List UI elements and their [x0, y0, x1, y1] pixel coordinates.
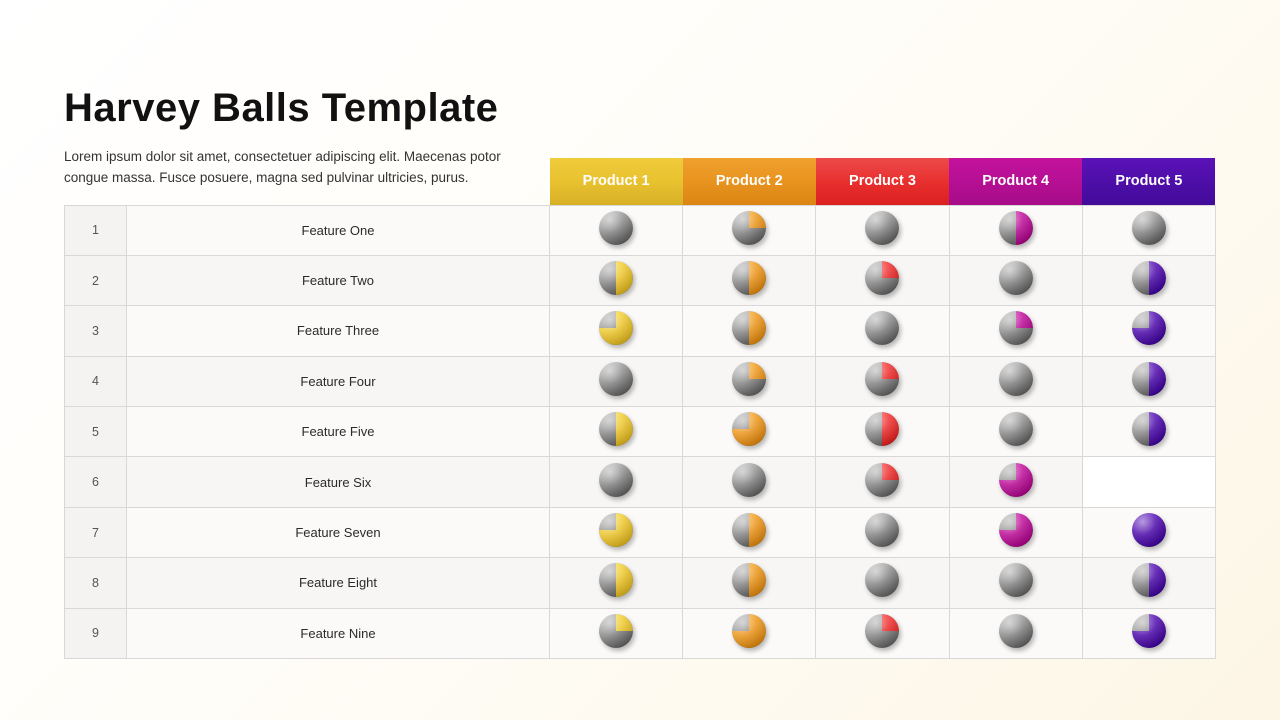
row-number: 7 — [65, 507, 127, 557]
harvey-ball-gloss — [999, 311, 1033, 345]
harvey-ball-cell[interactable] — [550, 558, 683, 608]
harvey-ball-cell[interactable] — [816, 608, 949, 658]
harvey-ball-cell[interactable] — [816, 356, 949, 406]
harvey-ball-gloss — [1132, 412, 1166, 446]
table-row — [65, 407, 1216, 457]
harvey-ball — [865, 513, 899, 547]
harvey-ball-cell[interactable] — [550, 507, 683, 557]
harvey-ball — [732, 311, 766, 345]
harvey-ball-gloss — [1132, 513, 1166, 547]
harvey-ball-gloss — [732, 362, 766, 396]
table-header — [65, 158, 1216, 205]
harvey-ball — [865, 311, 899, 345]
harvey-ball-gloss — [1132, 261, 1166, 295]
harvey-ball — [732, 513, 766, 547]
harvey-ball-cell[interactable] — [1082, 306, 1215, 356]
harvey-ball — [865, 463, 899, 497]
table-row — [65, 255, 1216, 305]
harvey-ball-gloss — [865, 463, 899, 497]
harvey-ball-gloss — [599, 463, 633, 497]
harvey-ball-gloss — [1132, 311, 1166, 345]
harvey-ball-cell[interactable] — [1082, 255, 1215, 305]
harvey-ball-gloss — [1132, 362, 1166, 396]
row-number: 2 — [65, 255, 127, 305]
feature-label: Feature Six — [127, 457, 550, 507]
harvey-ball-gloss — [732, 261, 766, 295]
harvey-ball-cell[interactable] — [683, 205, 816, 255]
harvey-ball-cell[interactable] — [550, 255, 683, 305]
harvey-ball — [732, 614, 766, 648]
feature-label: Feature Eight — [127, 558, 550, 608]
harvey-ball — [599, 463, 633, 497]
harvey-ball — [599, 412, 633, 446]
harvey-ball-gloss — [865, 513, 899, 547]
harvey-ball — [999, 211, 1033, 245]
harvey-ball — [1132, 412, 1166, 446]
harvey-ball-gloss — [599, 261, 633, 295]
page-title: Harvey Balls Template — [64, 86, 499, 130]
column-header-product-1[interactable]: Product 1 — [550, 158, 683, 205]
column-header-product-2[interactable]: Product 2 — [683, 158, 816, 205]
harvey-ball-gloss — [1132, 614, 1166, 648]
harvey-ball — [865, 261, 899, 295]
harvey-ball-cell[interactable] — [683, 356, 816, 406]
harvey-ball — [999, 412, 1033, 446]
harvey-ball-cell[interactable] — [816, 558, 949, 608]
harvey-ball-cell[interactable] — [550, 407, 683, 457]
harvey-ball-cell[interactable] — [683, 407, 816, 457]
feature-label: Feature Nine — [127, 608, 550, 658]
table-row — [65, 356, 1216, 406]
harvey-ball-cell[interactable] — [816, 407, 949, 457]
harvey-ball — [599, 513, 633, 547]
harvey-ball-cell[interactable] — [683, 507, 816, 557]
table-row — [65, 306, 1216, 356]
harvey-ball-cell[interactable] — [949, 255, 1082, 305]
harvey-ball — [599, 311, 633, 345]
row-number: 9 — [65, 608, 127, 658]
harvey-ball-gloss — [865, 614, 899, 648]
harvey-ball-cell[interactable] — [949, 356, 1082, 406]
table-row — [65, 205, 1216, 255]
feature-label: Feature Two — [127, 255, 550, 305]
feature-label: Feature Three — [127, 306, 550, 356]
harvey-ball-gloss — [865, 261, 899, 295]
harvey-ball-gloss — [599, 513, 633, 547]
harvey-ball — [1132, 513, 1166, 547]
harvey-ball-gloss — [865, 211, 899, 245]
feature-label: Feature Four — [127, 356, 550, 406]
harvey-ball — [865, 211, 899, 245]
harvey-ball — [865, 412, 899, 446]
harvey-ball-cell[interactable] — [949, 407, 1082, 457]
harvey-ball — [1132, 362, 1166, 396]
row-number: 5 — [65, 407, 127, 457]
header-spacer-num — [65, 158, 127, 205]
harvey-ball-gloss — [999, 463, 1033, 497]
harvey-ball-gloss — [732, 563, 766, 597]
row-number: 4 — [65, 356, 127, 406]
harvey-ball — [732, 211, 766, 245]
harvey-ball-cell[interactable] — [949, 457, 1082, 507]
table-body — [65, 205, 1216, 659]
harvey-ball — [1132, 261, 1166, 295]
harvey-ball — [1132, 211, 1166, 245]
harvey-ball — [1132, 563, 1166, 597]
harvey-ball-cell[interactable] — [550, 356, 683, 406]
harvey-ball-gloss — [732, 614, 766, 648]
harvey-ball — [999, 614, 1033, 648]
harvey-ball — [599, 362, 633, 396]
harvey-ball-gloss — [599, 211, 633, 245]
page-subtitle: Lorem ipsum dolor sit amet, consectetuer adipiscing elit. Maecenas potor congue massa. Fusce posuere, magna sed pulvinar ultricies, purus. — [64, 149, 501, 185]
harvey-ball-cell[interactable] — [949, 558, 1082, 608]
harvey-ball-cell[interactable] — [1082, 507, 1215, 557]
harvey-ball-gloss — [599, 311, 633, 345]
harvey-ball-gloss — [999, 563, 1033, 597]
harvey-ball-cell[interactable] — [816, 306, 949, 356]
harvey-ball-gloss — [1132, 563, 1166, 597]
harvey-ball-cell[interactable] — [550, 306, 683, 356]
table-row — [65, 558, 1216, 608]
harvey-ball — [732, 563, 766, 597]
harvey-ball-cell[interactable] — [550, 205, 683, 255]
harvey-ball-cell[interactable] — [683, 306, 816, 356]
row-number: 8 — [65, 558, 127, 608]
table-row — [65, 457, 1216, 507]
harvey-ball — [732, 261, 766, 295]
harvey-ball-gloss — [732, 463, 766, 497]
feature-label: Feature Five — [127, 407, 550, 457]
harvey-ball-gloss — [999, 362, 1033, 396]
harvey-ball-cell[interactable] — [949, 306, 1082, 356]
harvey-ball-cell[interactable] — [1082, 356, 1215, 406]
harvey-ball-gloss — [999, 261, 1033, 295]
harvey-ball-cell[interactable] — [949, 205, 1082, 255]
harvey-ball-cell[interactable] — [816, 507, 949, 557]
feature-label: Feature One — [127, 205, 550, 255]
harvey-ball-gloss — [865, 412, 899, 446]
harvey-ball-gloss — [732, 513, 766, 547]
harvey-ball-cell[interactable] — [816, 457, 949, 507]
harvey-ball-cell[interactable] — [550, 608, 683, 658]
harvey-ball-cell[interactable] — [1082, 608, 1215, 658]
harvey-ball — [599, 614, 633, 648]
harvey-ball — [599, 563, 633, 597]
harvey-ball — [732, 362, 766, 396]
harvey-ball-cell[interactable] — [683, 255, 816, 305]
harvey-ball — [999, 261, 1033, 295]
harvey-ball-gloss — [999, 614, 1033, 648]
harvey-ball-gloss — [1132, 211, 1166, 245]
harvey-ball — [1132, 614, 1166, 648]
harvey-ball — [865, 614, 899, 648]
harvey-ball-gloss — [865, 362, 899, 396]
harvey-ball — [732, 463, 766, 497]
harvey-ball-cell[interactable] — [816, 255, 949, 305]
harvey-ball-cell[interactable] — [683, 608, 816, 658]
harvey-ball-gloss — [732, 412, 766, 446]
column-header-product-3[interactable]: Product 3 — [816, 158, 949, 205]
harvey-ball-gloss — [599, 614, 633, 648]
row-number: 6 — [65, 457, 127, 507]
row-number: 3 — [65, 306, 127, 356]
harvey-ball-gloss — [732, 211, 766, 245]
harvey-ball-cell[interactable] — [683, 558, 816, 608]
harvey-ball — [865, 362, 899, 396]
harvey-ball-cell[interactable] — [550, 457, 683, 507]
harvey-ball-gloss — [865, 563, 899, 597]
row-number: 1 — [65, 205, 127, 255]
harvey-ball — [1132, 311, 1166, 345]
column-header-product-5[interactable]: Product 5 — [1082, 158, 1215, 205]
harvey-ball — [999, 362, 1033, 396]
harvey-ball — [599, 261, 633, 295]
feature-label: Feature Seven — [127, 507, 550, 557]
harvey-ball-gloss — [865, 311, 899, 345]
harvey-ball-gloss — [999, 412, 1033, 446]
harvey-ball-gloss — [732, 311, 766, 345]
harvey-ball-cell[interactable] — [949, 608, 1082, 658]
harvey-ball — [999, 463, 1033, 497]
harvey-ball — [732, 412, 766, 446]
harvey-balls-table — [64, 158, 1216, 659]
harvey-ball-gloss — [599, 412, 633, 446]
harvey-ball-cell[interactable] — [1082, 558, 1215, 608]
harvey-ball-gloss — [999, 513, 1033, 547]
harvey-ball-cell[interactable] — [1082, 457, 1215, 507]
harvey-ball-gloss — [999, 211, 1033, 245]
header-spacer-feature — [127, 158, 550, 205]
harvey-ball-cell[interactable] — [1082, 407, 1215, 457]
harvey-ball-gloss — [599, 362, 633, 396]
harvey-ball — [999, 563, 1033, 597]
table-row — [65, 507, 1216, 557]
harvey-ball — [999, 311, 1033, 345]
harvey-ball-cell[interactable] — [816, 205, 949, 255]
harvey-ball-gloss — [599, 563, 633, 597]
harvey-ball-cell[interactable] — [949, 507, 1082, 557]
column-header-product-4[interactable]: Product 4 — [949, 158, 1082, 205]
harvey-ball — [599, 211, 633, 245]
harvey-ball-cell[interactable] — [1082, 205, 1215, 255]
harvey-ball — [865, 563, 899, 597]
harvey-ball — [999, 513, 1033, 547]
harvey-ball-cell[interactable] — [683, 457, 816, 507]
table-row — [65, 608, 1216, 658]
